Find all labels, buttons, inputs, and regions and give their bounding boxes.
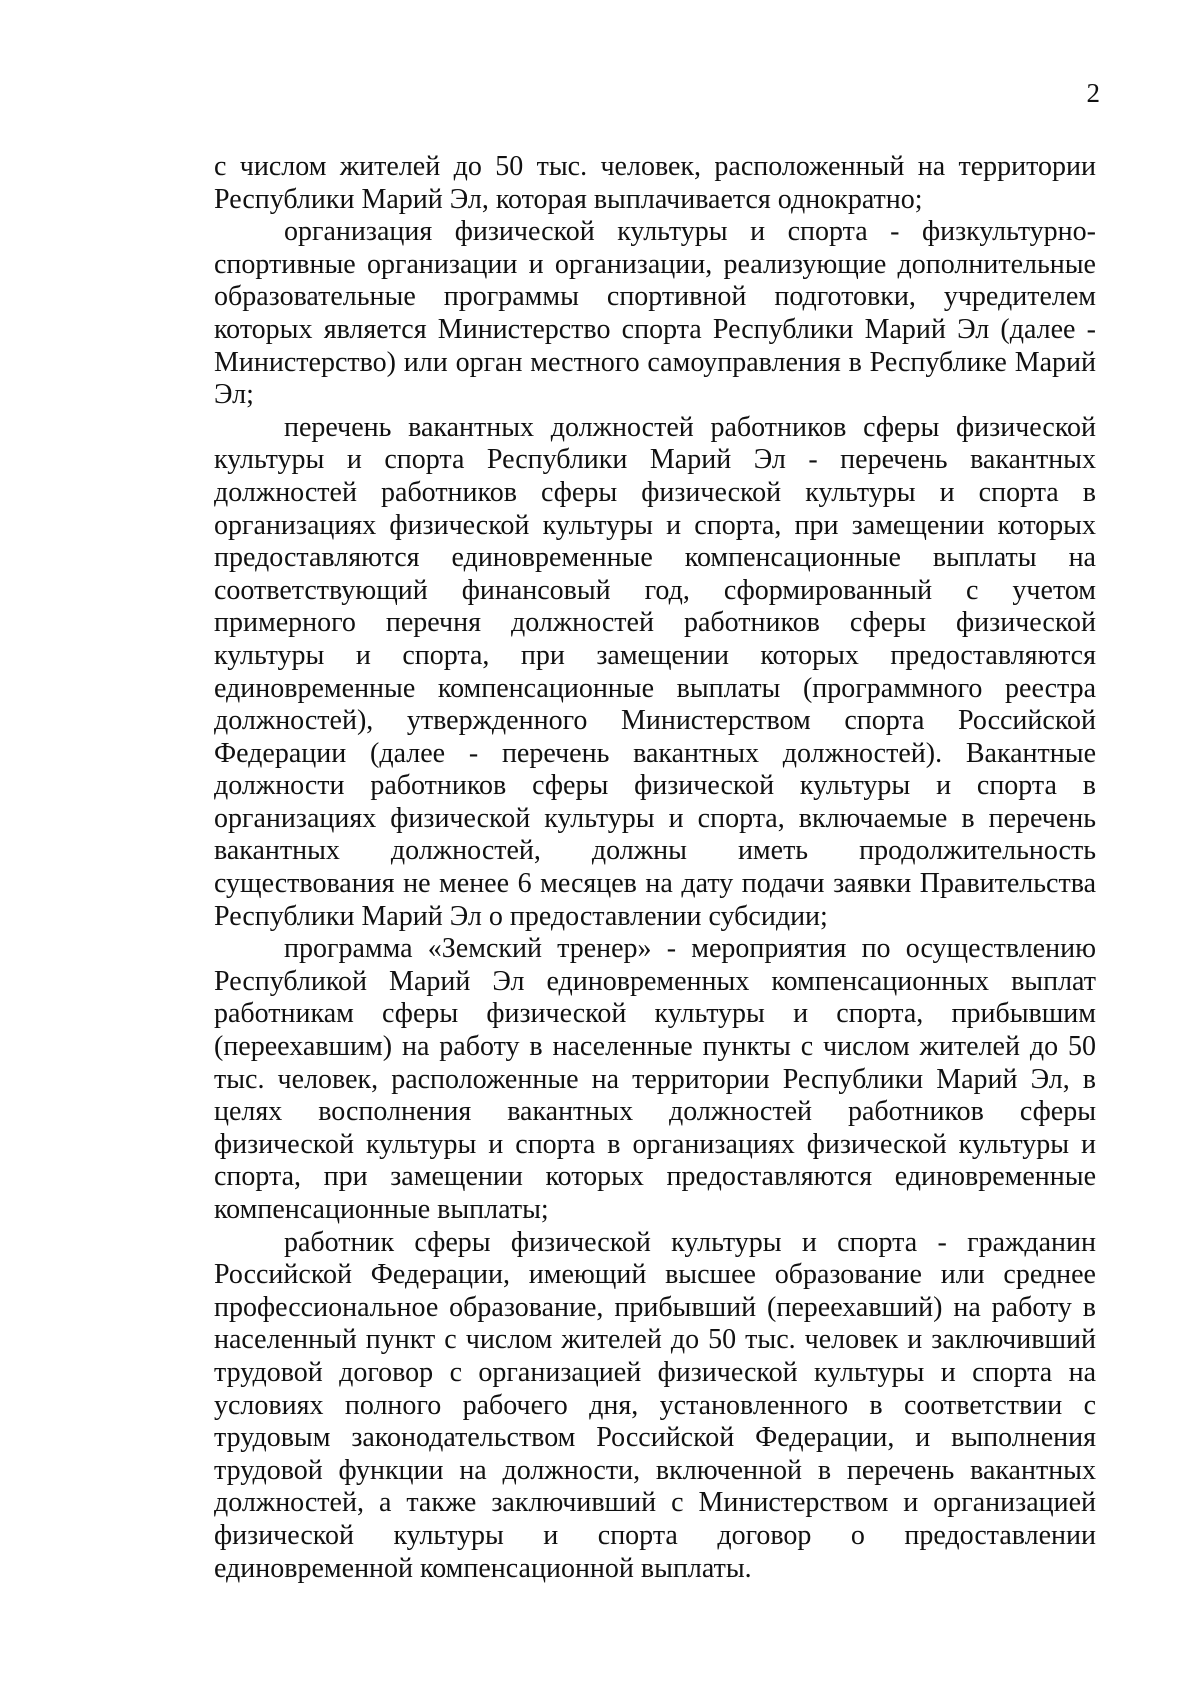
paragraph: программа «Земский тренер» - мероприятия по осуществлению Республикой Марий Эл единовременных компенсационных выплат работникам сферы физической культуры и спорта, прибывшим (переехавшим) на работу в населенные пункты с числом жителей до 50 тыс. человек, расположенные на территории Республики Марий Эл, в целях восполнения вакантных должностей работников сферы физической культуры и спорта в организациях физической культуры и спорта, при замещении которых предоставляются единовременные компенсационные выплаты; — [214, 933, 1096, 1225]
page-number: 2 — [1086, 78, 1100, 108]
paragraph: работник сферы физической культуры и спорта - гражданин Российской Федерации, имеющий высшее образование или среднее профессиональное образование, прибывший (переехавший) на работу в населенный пункт с числом жителей до 50 тыс. человек и заключивший трудовой договор с организацией физической культуры и спорта на условиях полного рабочего дня, установленного в соответствии с трудовым законодательством Российской Федерации, и выполнения трудовой функции на должности, включенной в перечень вакантных должностей, а также заключивший с Министерством и организацией физической культуры и спорта договор о предоставлении единовременной компенсационной выплаты. — [214, 1226, 1096, 1584]
document-body — [214, 151, 1096, 1585]
paragraph: с числом жителей до 50 тыс. человек, расположенный на территории Республики Марий Эл, которая выплачивается однократно; — [214, 151, 1096, 215]
paragraph: перечень вакантных должностей работников сферы физической культуры и спорта Республики Марий Эл - перечень вакантных должностей работников сферы физической культуры и спорта в организациях физической культуры и спорта, при замещении которых предоставляются единовременные компенсационные выплаты на соответствующий финансовый год, сформированный с учетом примерного перечня должностей работников сферы физической культуры и спорта, при замещении которых предоставляются единовременные компенсационные выплаты (программного реестра должностей), утвержденного Министерством спорта Российской Федерации (далее - перечень вакантных должностей). Вакантные должности работников сферы физической культуры и спорта в организациях физической культуры и спорта, включаемые в перечень вакантных должностей, должны иметь продолжительность существования не менее 6 месяцев на дату подачи заявки Правительства Республики Марий Эл о предоставлении субсидии; — [214, 411, 1096, 932]
paragraph: организация физической культуры и спорта - физкультурно-спортивные организации и организации, реализующие дополнительные образовательные программы спортивной подготовки, учредителем которых является Министерство спорта Республики Марий Эл (далее - Министерство) или орган местного самоуправления в Республике Марий Эл; — [214, 216, 1096, 411]
